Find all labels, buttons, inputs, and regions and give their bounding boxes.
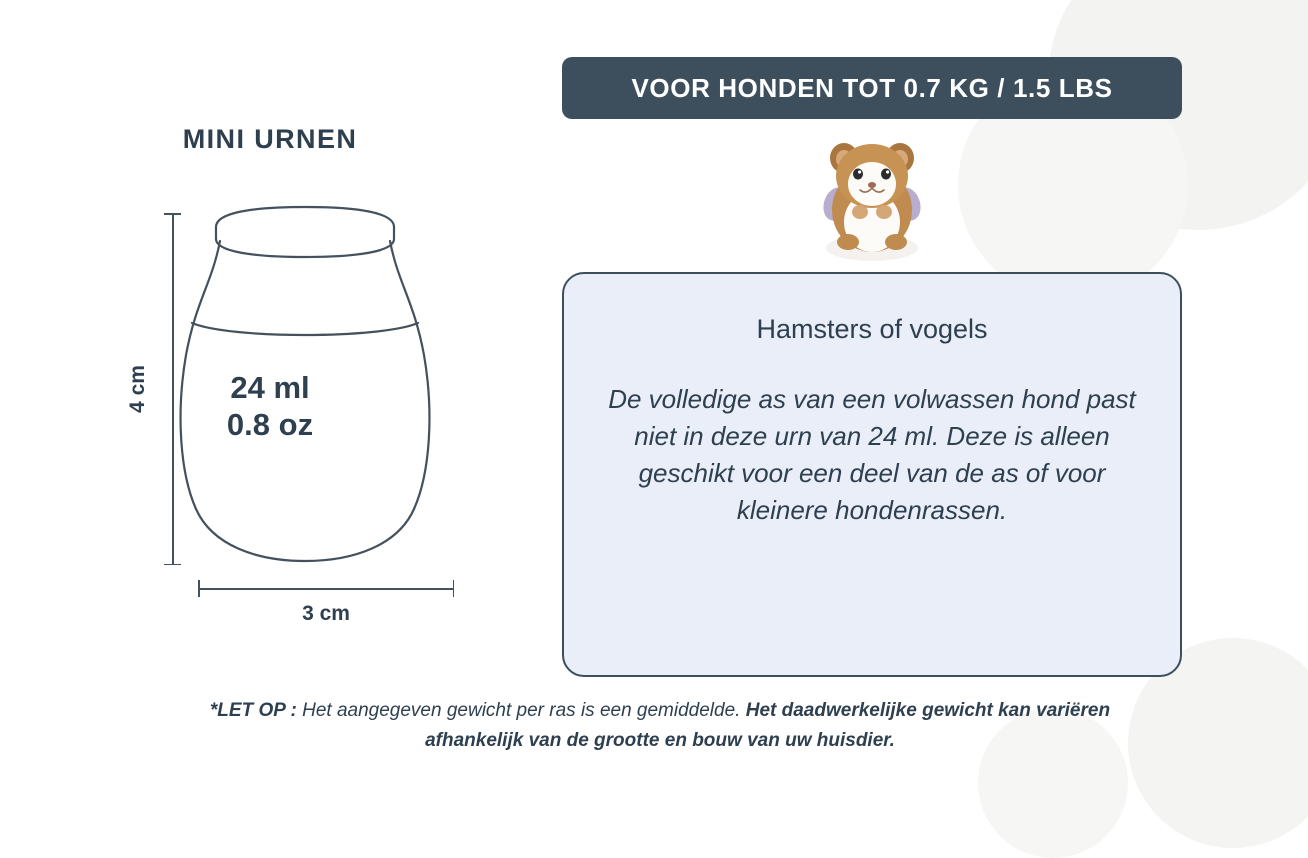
weight-banner: VOOR HONDEN TOT 0.7 KG / 1.5 LBS: [562, 57, 1182, 119]
info-card-body: De volledige as van een volwassen hond past niet in deze urn van 24 ml. Deze is alleen geschikt voor een deel van de as of voor kleinere hondenrassen.: [608, 384, 1136, 525]
info-card-heading: Hamsters of vogels: [756, 314, 988, 344]
hamster-illustration-icon: [800, 130, 945, 265]
width-dimension-cap-right: [453, 580, 455, 597]
urn-illustration-panel: [0, 0, 540, 700]
width-dimension-label: 3 cm: [302, 602, 350, 625]
width-dimension-cap-left: [198, 580, 200, 597]
urn-shape-icon: [160, 205, 450, 575]
urn-drawing: [160, 205, 450, 575]
footnote-tail: Het daadwerkelijke gewicht kan variëren afhankelijk van de grootte en bouw van uw huisdier.: [425, 700, 1111, 752]
urn-volume-ml: 24 ml: [230, 370, 310, 405]
urn-volume-oz: 0.8 oz: [226, 406, 314, 442]
footnote: [160, 696, 1160, 757]
width-dimension-line: [198, 588, 454, 590]
height-dimension-label: 4 cm: [125, 365, 149, 413]
width-dimension: [198, 580, 454, 630]
section-title: MINI URNEN: [182, 124, 358, 154]
footnote-middle: Het aangegeven gewicht per ras is een gemiddelde.: [296, 700, 746, 721]
info-card: [562, 272, 1182, 677]
footnote-prefix: *LET OP :: [209, 700, 297, 721]
